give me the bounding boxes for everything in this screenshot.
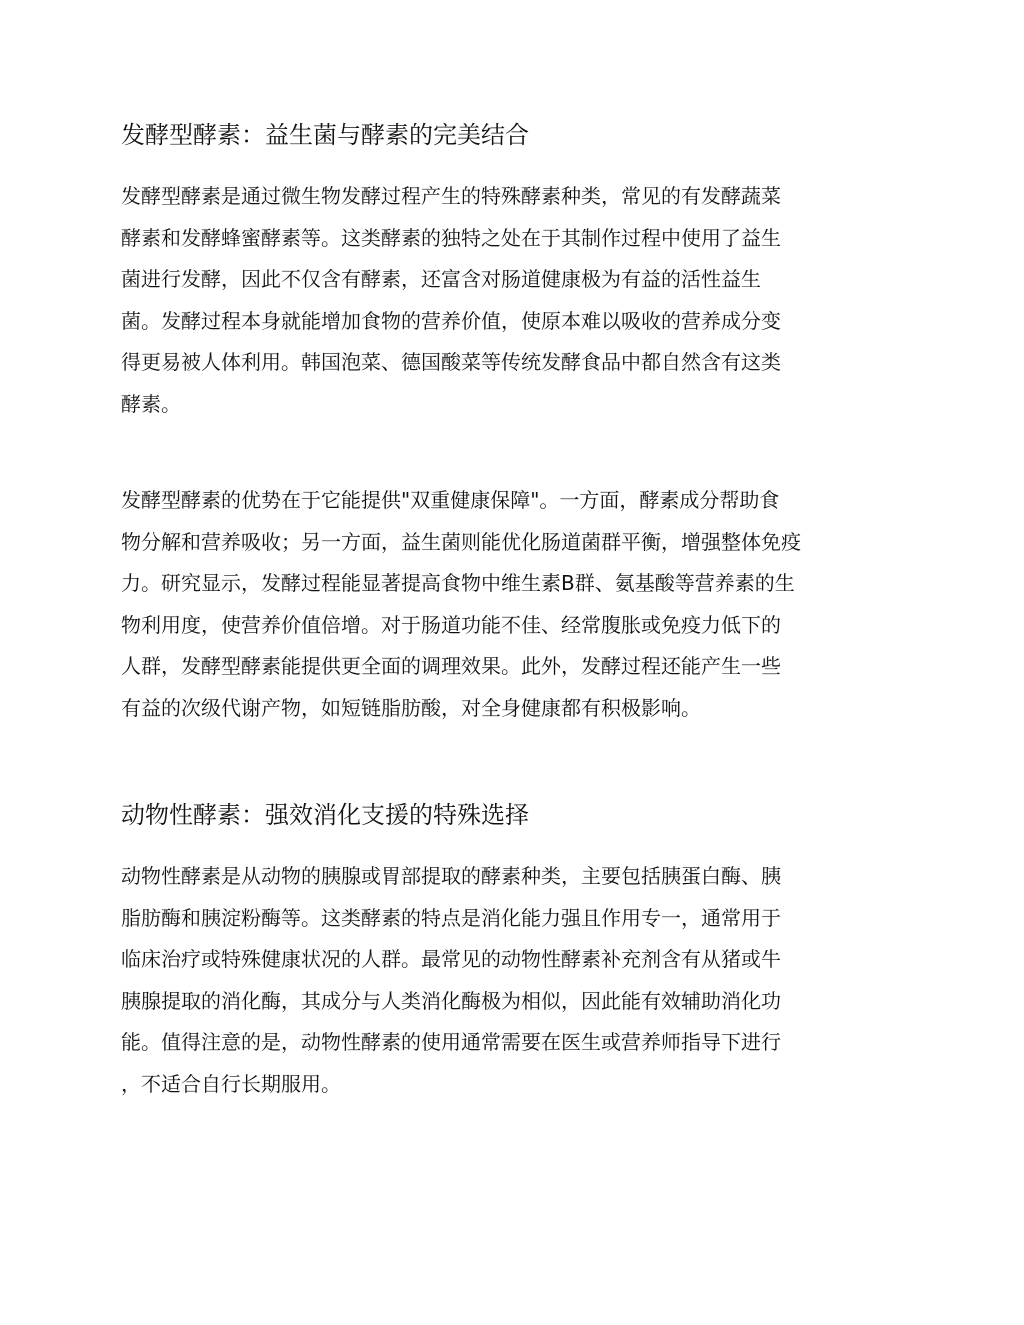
- paragraph: [121, 176, 911, 425]
- paragraph-fermented-intro: [121, 176, 911, 425]
- text-line: 物利用度，使营养价值倍增。对于肠道功能不佳、经常腹胀或免疫力低下的: [121, 612, 781, 637]
- text-line: 物分解和营养吸收；另一方面，益生菌则能优化肠道菌群平衡，增强整体免疫: [121, 529, 801, 554]
- text-line: 动物性酵素是从动物的胰腺或胃部提取的酵素种类，主要包括胰蛋白酶、胰: [121, 864, 781, 888]
- text-line: 得更易被人体利用。韩国泡菜、德国酸菜等传统发酵食品中都自然含有这类: [121, 350, 781, 374]
- section-animal: [121, 798, 911, 832]
- paragraph-fermented-benefits: [121, 480, 911, 729]
- text-line: 能。值得注意的是，动物性酵素的使用通常需要在医生或营养师指导下进行: [121, 1030, 781, 1054]
- text-line: 发酵型酵素是通过微生物发酵过程产生的特殊酵素种类，常见的有发酵蔬菜: [121, 184, 781, 208]
- text-line: 人群，发酵型酵素能提供更全面的调理效果。此外，发酵过程还能产生一些: [121, 654, 781, 678]
- text-line: 发酵型酵素的优势在于它能提供"双重健康保障"。一方面，酵素成分帮助食: [121, 488, 780, 512]
- paragraph-animal-intro: [121, 856, 911, 1105]
- text-line: 有益的次级代谢产物，如短链脂肪酸，对全身健康都有积极影响。: [121, 695, 701, 720]
- text-line: 菌进行发酵，因此不仅含有酵素，还富含对肠道健康极为有益的活性益生: [121, 267, 761, 291]
- text-line: 力。研究显示，发酵过程能显著提高食物中维生素B群、氨基酸等营养素的生: [121, 571, 795, 595]
- paragraph: [121, 856, 911, 1105]
- section-fermented: [121, 118, 911, 152]
- section-heading: 动物性酵素：强效消化支援的特殊选择: [121, 801, 529, 829]
- text-line: 酵素。: [121, 391, 181, 416]
- text-line: 脂肪酶和胰淀粉酶等。这类酵素的特点是消化能力强且作用专一，通常用于: [121, 905, 781, 930]
- text-line: 菌。发酵过程本身就能增加食物的营养价值，使原本难以吸收的营养成分变: [121, 308, 781, 333]
- text-line: 酵素和发酵蜂蜜酵素等。这类酵素的独特之处在于其制作过程中使用了益生: [121, 225, 781, 250]
- text-line: 临床治疗或特殊健康状况的人群。最常见的动物性酵素补充剂含有从猪或牛: [121, 947, 781, 971]
- text-line: ，不适合自行长期服用。: [121, 1071, 341, 1096]
- paragraph: [121, 480, 911, 729]
- section-heading: 发酵型酵素：益生菌与酵素的完美结合: [121, 121, 529, 149]
- text-line: 胰腺提取的消化酶，其成分与人类消化酶极为相似，因此能有效辅助消化功: [121, 988, 781, 1013]
